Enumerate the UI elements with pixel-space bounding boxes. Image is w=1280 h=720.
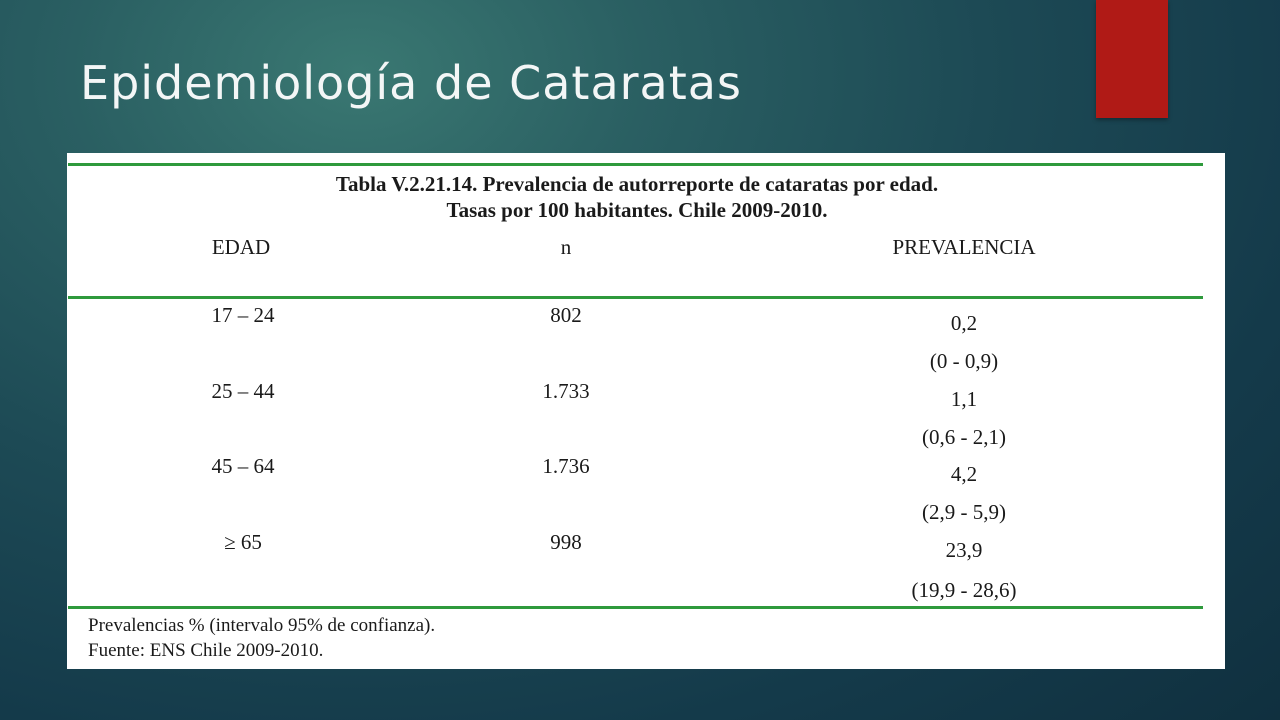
- cell-edad: ≥ 65: [224, 530, 262, 554]
- cell-n: 1.736: [542, 454, 590, 478]
- cell-n: 998: [550, 530, 582, 554]
- cell-prevalencia: 23,9: [945, 538, 983, 562]
- table-footnote-prevalencias: Prevalencias % (intervalo 95% de confianza).: [88, 615, 436, 636]
- red-accent-bar: [1096, 0, 1168, 118]
- cell-intervalo: (19,9 - 28,6): [911, 578, 1017, 602]
- cell-n: 1.733: [542, 379, 590, 403]
- table-top-rule: [68, 163, 1203, 166]
- table-caption: [67, 171, 1207, 223]
- cell-edad: 45 – 64: [211, 454, 275, 478]
- cell-edad: 25 – 44: [211, 379, 275, 403]
- column-header-n: n: [560, 235, 572, 259]
- table-caption-line-1: Tabla V.2.21.14. Prevalencia de autorreporte de cataratas por edad.: [335, 172, 939, 196]
- cell-prevalencia: 4,2: [950, 462, 978, 486]
- cell-n: 802: [550, 303, 582, 327]
- table-bottom-rule: [68, 606, 1203, 609]
- cell-prevalencia: 1,1: [950, 387, 978, 411]
- column-header-prevalencia: PREVALENCIA: [892, 235, 1036, 259]
- table-caption-line-2: Tasas por 100 habitantes. Chile 2009-2010.: [446, 198, 828, 222]
- slide-title: Epidemiología de Cataratas: [80, 56, 742, 110]
- cell-intervalo: (2,9 - 5,9): [922, 500, 1006, 524]
- cell-edad: 17 – 24: [211, 303, 275, 327]
- table-header-rule: [68, 296, 1203, 299]
- cell-prevalencia: 0,2: [950, 311, 978, 335]
- table-footnote-fuente: Fuente: ENS Chile 2009-2010.: [88, 640, 324, 661]
- column-header-edad: EDAD: [211, 235, 271, 259]
- prevalence-table: [67, 153, 1225, 669]
- cell-intervalo: (0,6 - 2,1): [922, 425, 1006, 449]
- cell-intervalo: (0 - 0,9): [929, 349, 999, 373]
